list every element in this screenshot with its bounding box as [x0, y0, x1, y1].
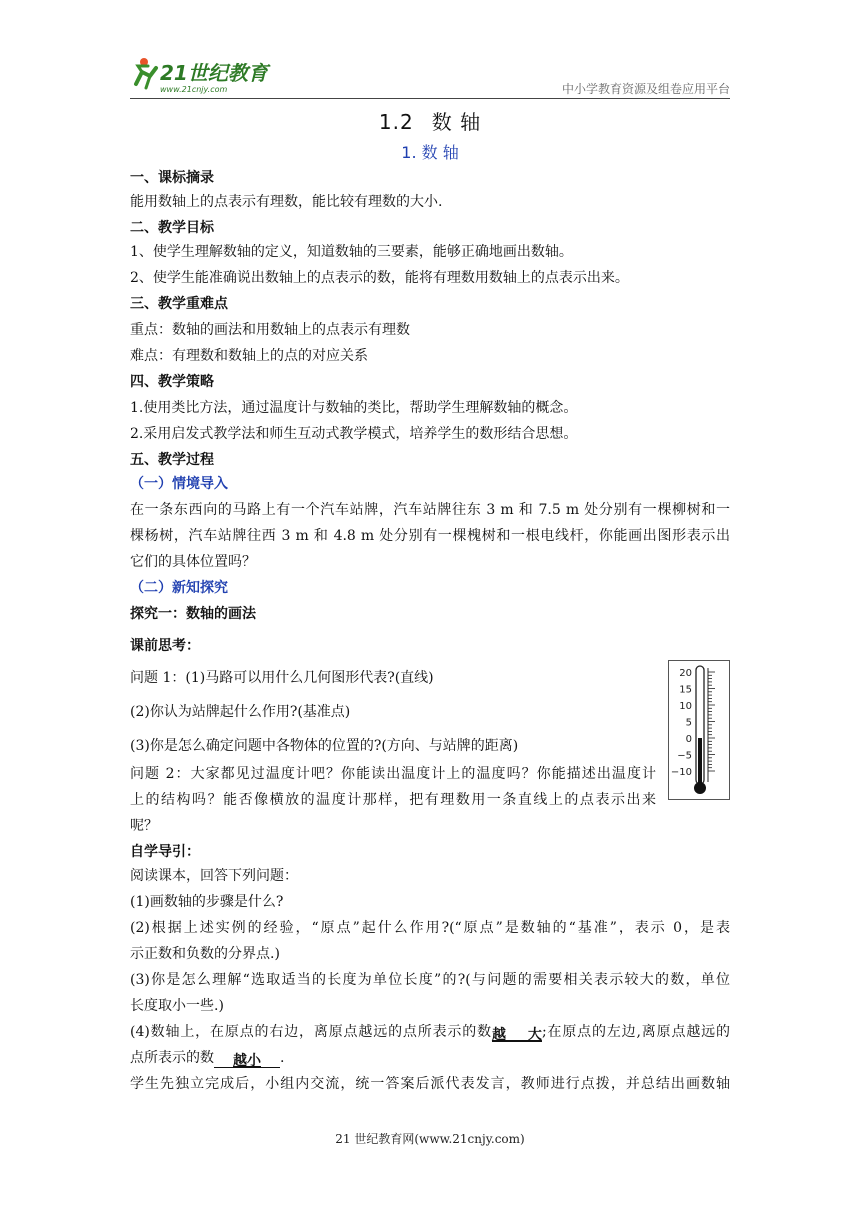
- question-line: [130, 1022, 730, 1042]
- subsection-heading: （一）情境导入: [130, 476, 228, 492]
- fill-blank-text: (4)数轴上，在原点的右边，离原点越远的点所表示的数: [130, 1024, 492, 1040]
- title-number: 1.2: [378, 110, 414, 134]
- question-line: (2)你认为站牌起什么作用?(基准点): [130, 704, 351, 720]
- section-heading-4: 四、教学策略: [130, 374, 214, 390]
- paragraph-line: 学生先独立完成后，小组内交流，统一答案后派代表发言，教师进行点拨，并总结出画数轴: [130, 1076, 730, 1092]
- page-header: [130, 54, 730, 98]
- page-title: [0, 106, 860, 135]
- fill-blank-text: .: [280, 1050, 285, 1066]
- thermometer-figure: [668, 660, 730, 800]
- paragraph-line: 棵杨树，汽车站牌往西 3 m 和 4.8 m 处分别有一棵槐树和一根电线杆，你能画出图形表示出: [130, 528, 730, 544]
- question-line: [130, 1048, 730, 1068]
- list-item: 1、使学生理解数轴的定义，知道数轴的三要素，能够正确地画出数轴。: [130, 244, 573, 260]
- section-heading-1: 一、课标摘录: [130, 170, 214, 186]
- page-footer: 21 世纪教育网(www.21cnjy.com): [335, 1132, 525, 1146]
- question-line: (3)你是怎么确定问题中各物体的位置的?(方向、与站牌的距离): [130, 738, 519, 754]
- logo-text: 21世纪教育: [160, 61, 268, 85]
- paragraph: 阅读课本，回答下列问题：: [130, 868, 298, 884]
- thermometer-tick-label: 10: [679, 701, 692, 712]
- question-line: (3)你是怎么理解“选取适当的长度为单位长度”的?(与问题的需要相关表示较大的数，单位: [130, 972, 730, 988]
- question-line: (2)根据上述实例的经验，“原点”起什么作用?(“原点”是数轴的“基准”，表示 0，是表: [130, 920, 730, 936]
- thermometer-tick-label: −10: [670, 767, 692, 778]
- thermometer-liquid: [698, 738, 702, 784]
- pre-think-heading: 课前思考：: [130, 638, 200, 654]
- answer-blank: [492, 1025, 542, 1042]
- answer-blank: [214, 1051, 280, 1068]
- list-item: 1.使用类比方法，通过温度计与数轴的类比，帮助学生理解数轴的概念。: [130, 400, 578, 416]
- page-subtitle: 1. 数 轴: [401, 143, 459, 162]
- paragraph: 重点：数轴的画法和用数轴上的点表示有理数: [130, 322, 410, 338]
- thermometer-tick-label: −5: [677, 750, 692, 762]
- question-line: 问题 2：大家都见过温度计吧？你能读出温度计上的温度吗？你能描述出温度计: [130, 766, 656, 782]
- subsection-heading: （二）新知探究: [130, 580, 228, 596]
- section-heading-5: 五、教学过程: [130, 452, 214, 468]
- section-heading-2: 二、教学目标: [130, 220, 214, 236]
- thermometer-tick-label: 15: [679, 684, 692, 696]
- thermometer-tick-label: 0: [685, 734, 692, 745]
- fill-blank-text: ;在原点的左边,离原点越远的: [541, 1024, 730, 1040]
- self-study-heading: 自学导引：: [130, 844, 200, 860]
- explore-heading: 探究一：数轴的画法: [130, 606, 256, 622]
- fill-blank-text: 点所表示的数: [130, 1050, 214, 1066]
- list-item: 2.采用启发式教学法和师生互动式教学模式，培养学生的数形结合思想。: [130, 426, 578, 442]
- question-line: 长度取小一些.): [130, 998, 224, 1014]
- paragraph-line: 在一条东西向的马路上有一个汽车站牌，汽车站牌往东 3 m 和 7.5 m 处分别有一棵柳树和一: [130, 502, 730, 518]
- thermometer-tick-label: 5: [685, 717, 692, 729]
- runner-icon: [136, 58, 156, 88]
- title-text: 数 轴: [431, 110, 482, 134]
- logo-url: www.21cnjy.com: [160, 85, 228, 94]
- header-rule: [130, 98, 730, 99]
- header-tagline: 中小学教育资源及组卷应用平台: [561, 82, 730, 96]
- thermometer-tick-label: 20: [679, 668, 692, 679]
- answer-text: 越小: [233, 1053, 261, 1069]
- paragraph: 能用数轴上的点表示有理数，能比较有理数的大小.: [130, 194, 443, 210]
- section-heading-3: 三、教学重难点: [130, 296, 228, 312]
- logo-21cnjy: [130, 54, 290, 98]
- list-item: 2、使学生能准确说出数轴上的点表示的数，能将有理数用数轴上的点表示出来。: [130, 270, 629, 286]
- paragraph: 难点：有理数和数轴上的点的对应关系: [130, 348, 368, 364]
- question-line: (1)画数轴的步骤是什么?: [130, 894, 284, 910]
- question-line: 上的结构吗？能否像横放的温度计那样，把有理数用一条直线上的点表示出来: [130, 792, 656, 808]
- question-line: 呢？: [130, 818, 158, 834]
- answer-text: 越大: [491, 1027, 542, 1043]
- question-line: 问题 1：(1)马路可以用什么几何图形代表?(直线): [130, 670, 434, 686]
- question-line: 示正数和负数的分界点.): [130, 946, 280, 962]
- paragraph-line: 它们的具体位置吗？: [130, 554, 256, 570]
